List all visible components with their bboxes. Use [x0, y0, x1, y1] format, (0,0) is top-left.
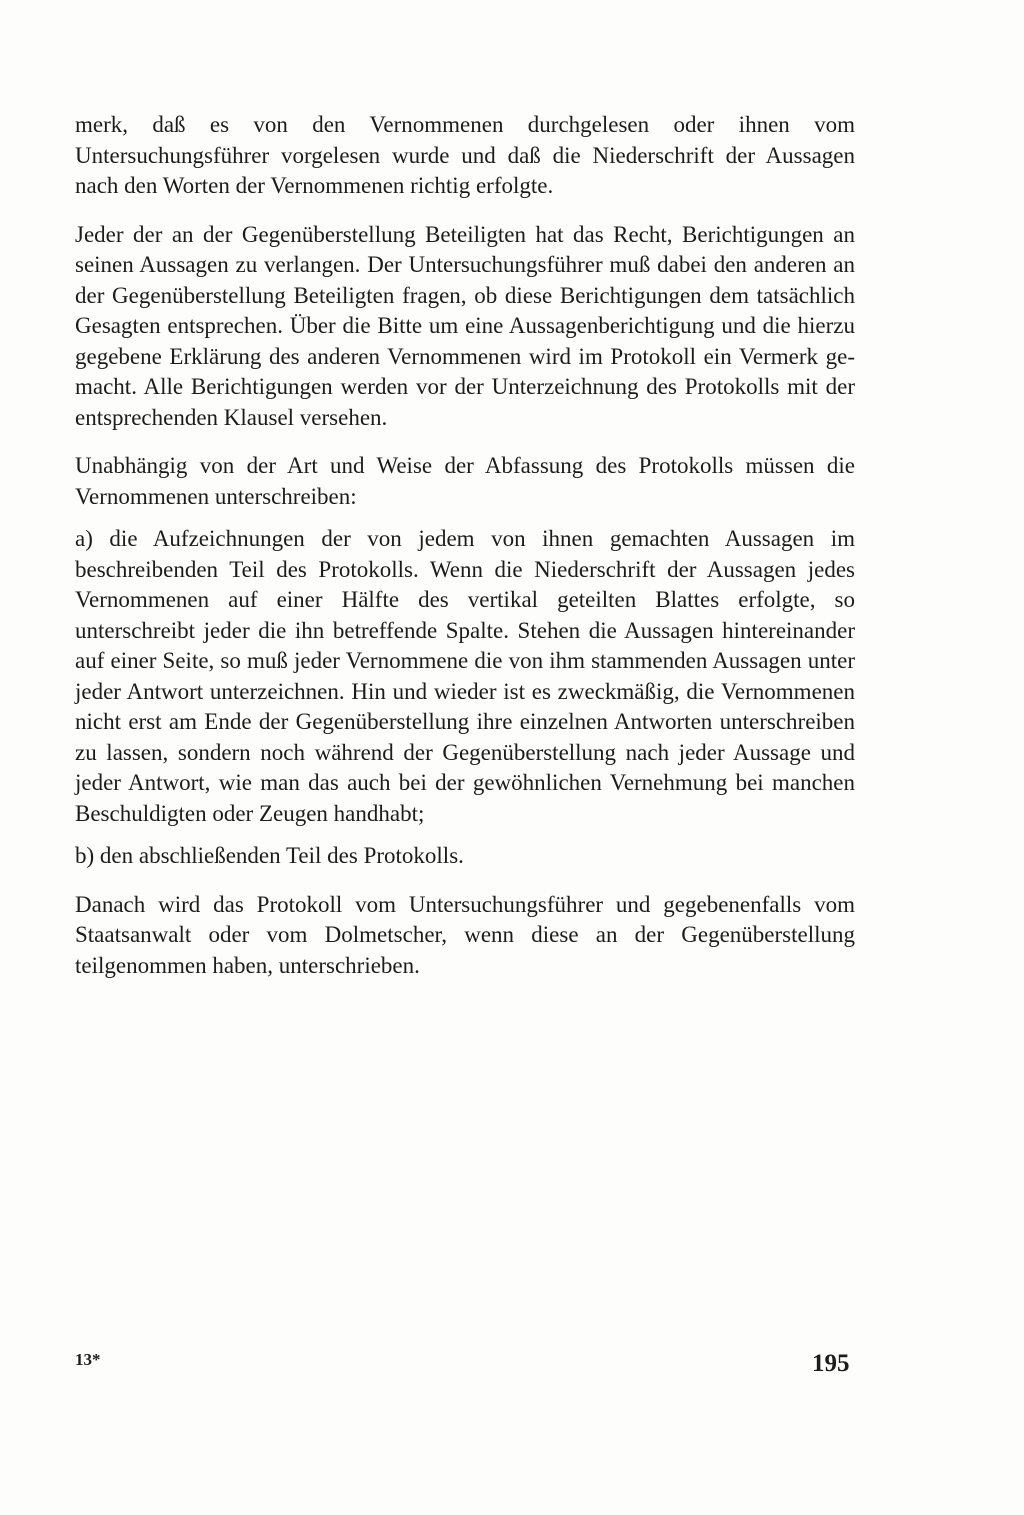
paragraph-4: a) die Aufzeichnungen der von jedem von ihnen gemachten Aussagen im beschreibenden Teil des Protokolls. Wenn die Niederschrift der Aussagen jedes Vernommenen auf einer Hälfte des vertikal geteilten Blattes erfolgte, so unterschreibt jeder die ihn betreffende Spalte. Stehen die Aussagen hintereinander auf einer Seite, so muß jeder Vernommene die von ihm stammenden Aussagen unter jeder Antwort unterzeichnen. Hin und wieder ist es zweckmäßig, die Vernommenen nicht erst am Ende der Gegenüberstellung ihre einzelnen Antworten unterschreiben zu lassen, sondern noch während der Gegenüberstellung nach jeder Aussage und jeder Antwort, wie man das auch bei der gewöhnlichen Vernehmung bei manchen Beschuldigten oder Zeugen handhabt;	[75, 526, 855, 826]
page-number: 195	[812, 1350, 850, 1377]
paragraph-2: Jeder der an der Gegenüberstellung Beteiligten hat das Recht, Berichtigungen an seinen Aussagen zu verlangen. Der Untersuchungsführer muß dabei den anderen an der Gegenüberstellung Beteiligten fragen, ob diese Berichtigungen dem tatsächlich Gesagten entsprechen. Über die Bitte um eine Aussagenberichtigung und die hierzu gegebene Erklärung des anderen Vernommenen wird im Protokoll ein Vermerk gemacht. Alle Berichtigungen werden vor der Unterzeichnung des Protokolls mit der entsprechenden Klausel versehen.	[75, 221, 855, 430]
body-text	[75, 110, 855, 993]
paragraph-6: Danach wird das Protokoll vom Untersuchungsführer und gegebenenfalls vom Staatsanwalt oder vom Dolmetscher, wenn diese an der Gegenüberstellung teilgenommen haben, unterschrieben.	[75, 891, 855, 978]
signature-mark: 13*	[75, 1350, 101, 1369]
paragraph-5: b) den abschließenden Teil des Protokolls.	[75, 843, 464, 868]
paragraph-1: merk, daß es von den Vernommenen durchgelesen oder ihnen vom Untersuchungsführer vorgelesen wurde und daß die Niederschrift der Aussagen nach den Worten der Vernommenen richtig erfolgte.	[75, 112, 855, 198]
paragraph-3: Unabhängig von der Art und Weise der Abfassung des Protokolls müssen die Vernommenen unterschreiben:	[75, 453, 855, 509]
